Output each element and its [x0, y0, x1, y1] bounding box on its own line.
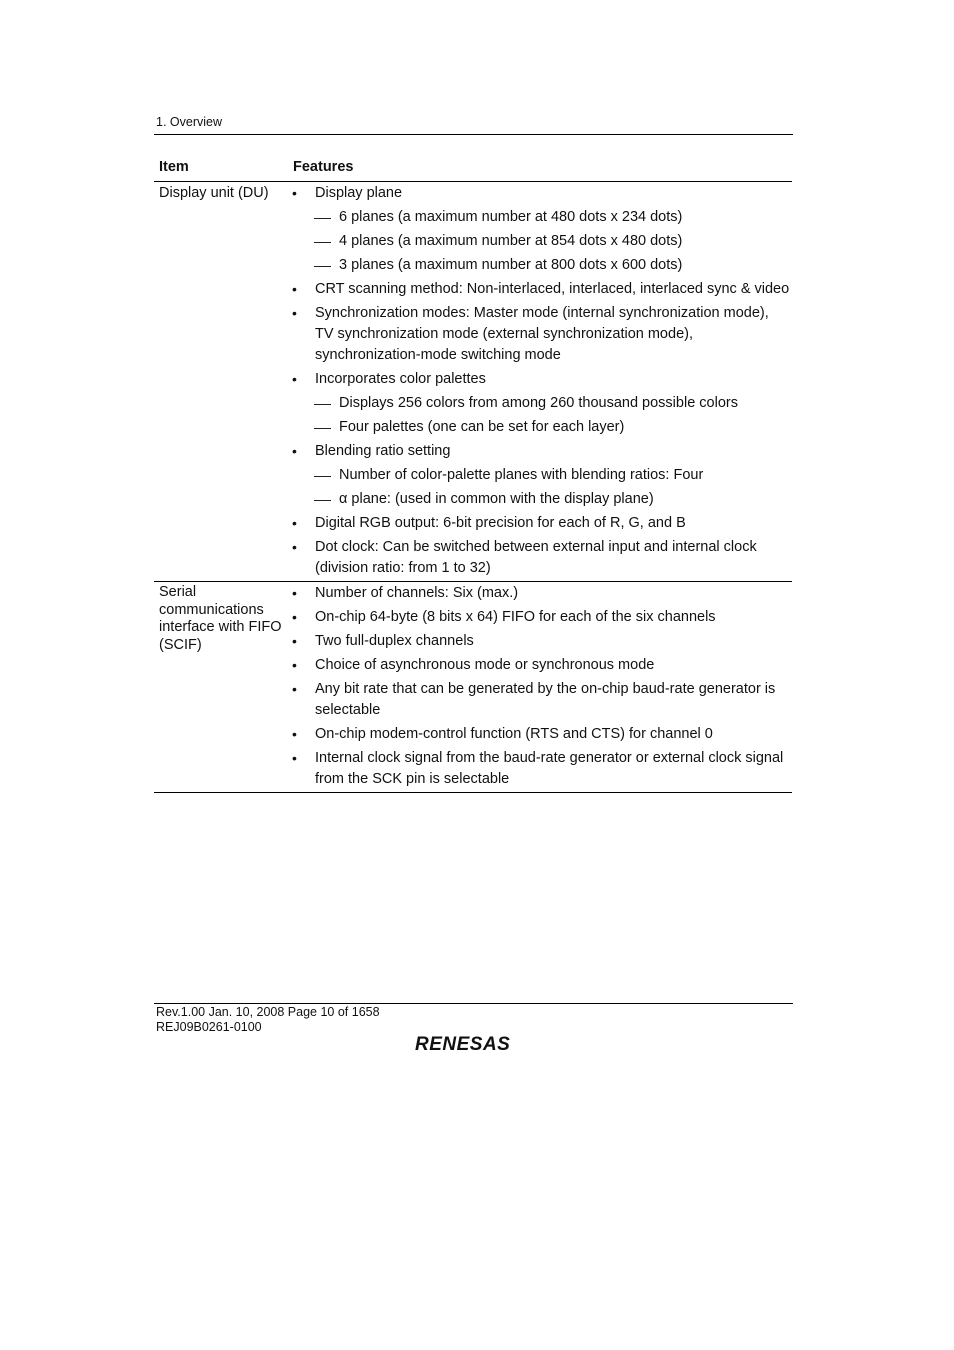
item-scif [159, 584, 281, 654]
footer-rule [154, 1003, 793, 1004]
feature-continuation: TV synchronization mode (external synchronization mode), [315, 326, 693, 342]
feature-continuation: from the SCK pin is selectable [315, 771, 510, 787]
feature-subitem: 4 planes (a maximum number at 854 dots x 480 dots) [339, 233, 683, 249]
feature-bullet: Two full-duplex channels [315, 633, 474, 649]
feature-bullet: Choice of asynchronous mode or synchronous mode [315, 657, 655, 673]
feature-bullet: On-chip 64-byte (8 bits x 64) FIFO for each of the six channels [315, 609, 716, 625]
bullet-icon: • [292, 305, 297, 321]
bullet-icon: • [292, 585, 297, 601]
footer-doc-number: REJ09B0261-0100 [156, 1020, 262, 1034]
bullet-icon: • [292, 281, 297, 297]
feature-continuation: (division ratio: from 1 to 32) [315, 560, 491, 576]
column-header-features: Features [293, 159, 354, 175]
feature-bullet: Digital RGB output: 6-bit precision for each of R, G, and B [315, 515, 686, 531]
feature-subitem: Displays 256 colors from among 260 thousand possible colors [339, 395, 738, 411]
item-display-unit: Display unit (DU) [159, 185, 269, 201]
item-scif-line: (SCIF) [159, 636, 202, 653]
feature-bullet: Synchronization modes: Master mode (internal synchronization mode), [315, 305, 769, 321]
dash-icon [314, 428, 331, 429]
item-scif-line: communications [159, 601, 264, 618]
item-scif-line: Serial [159, 584, 197, 600]
feature-bullet: CRT scanning method: Non-interlaced, interlaced, interlaced sync & video [315, 281, 790, 297]
table-bottom-rule [154, 792, 792, 793]
bullet-icon: • [292, 443, 297, 459]
bullet-icon: • [292, 657, 297, 673]
row-divider [154, 581, 792, 582]
dash-icon [314, 266, 331, 267]
feature-subitem: 3 planes (a maximum number at 800 dots x 600 dots) [339, 257, 683, 273]
header-rule [154, 134, 793, 135]
renesas-logo [414, 1033, 534, 1060]
feature-bullet: On-chip modem-control function (RTS and CTS) for channel 0 [315, 726, 713, 742]
svg-text:RENESAS: RENESAS [415, 1034, 511, 1055]
feature-bullet: Incorporates color palettes [315, 371, 486, 387]
bullet-icon: • [292, 515, 297, 531]
bullet-icon: • [292, 726, 297, 742]
item-scif-line: interface with FIFO [159, 619, 282, 635]
dash-icon [314, 500, 331, 501]
bullet-icon: • [292, 633, 297, 649]
feature-continuation: synchronization-mode switching mode [315, 347, 561, 363]
bullet-icon: • [292, 681, 297, 697]
dash-icon [314, 476, 331, 477]
footer-revision: Rev.1.00 Jan. 10, 2008 Page 10 of 1658 [156, 1005, 380, 1019]
dash-icon [314, 242, 331, 243]
section-header: 1. Overview [156, 115, 222, 129]
feature-subitem: α plane: (used in common with the display plane) [339, 491, 654, 507]
renesas-logo-mark [414, 1033, 534, 1055]
bullet-icon: • [292, 371, 297, 387]
feature-subitem: 6 planes (a maximum number at 480 dots x 234 dots) [339, 209, 683, 225]
feature-continuation: selectable [315, 702, 381, 718]
dash-icon [314, 218, 331, 219]
feature-bullet: Display plane [315, 185, 403, 201]
dash-icon [314, 404, 331, 405]
feature-bullet: Internal clock signal from the baud-rate generator or external clock signal [315, 750, 784, 766]
feature-bullet: Number of channels: Six (max.) [315, 585, 519, 601]
bullet-icon: • [292, 750, 297, 766]
column-header-item: Item [159, 159, 189, 175]
feature-bullet: Blending ratio setting [315, 443, 451, 459]
bullet-icon: • [292, 539, 297, 555]
feature-subitem: Number of color-palette planes with blending ratios: Four [339, 467, 704, 483]
feature-bullet: Dot clock: Can be switched between external input and internal clock [315, 539, 757, 555]
feature-subitem: Four palettes (one can be set for each layer) [339, 419, 625, 435]
feature-bullet: Any bit rate that can be generated by the on-chip baud-rate generator is [315, 681, 776, 697]
table-header-rule [154, 181, 792, 182]
bullet-icon: • [292, 609, 297, 625]
bullet-icon: • [292, 185, 297, 201]
